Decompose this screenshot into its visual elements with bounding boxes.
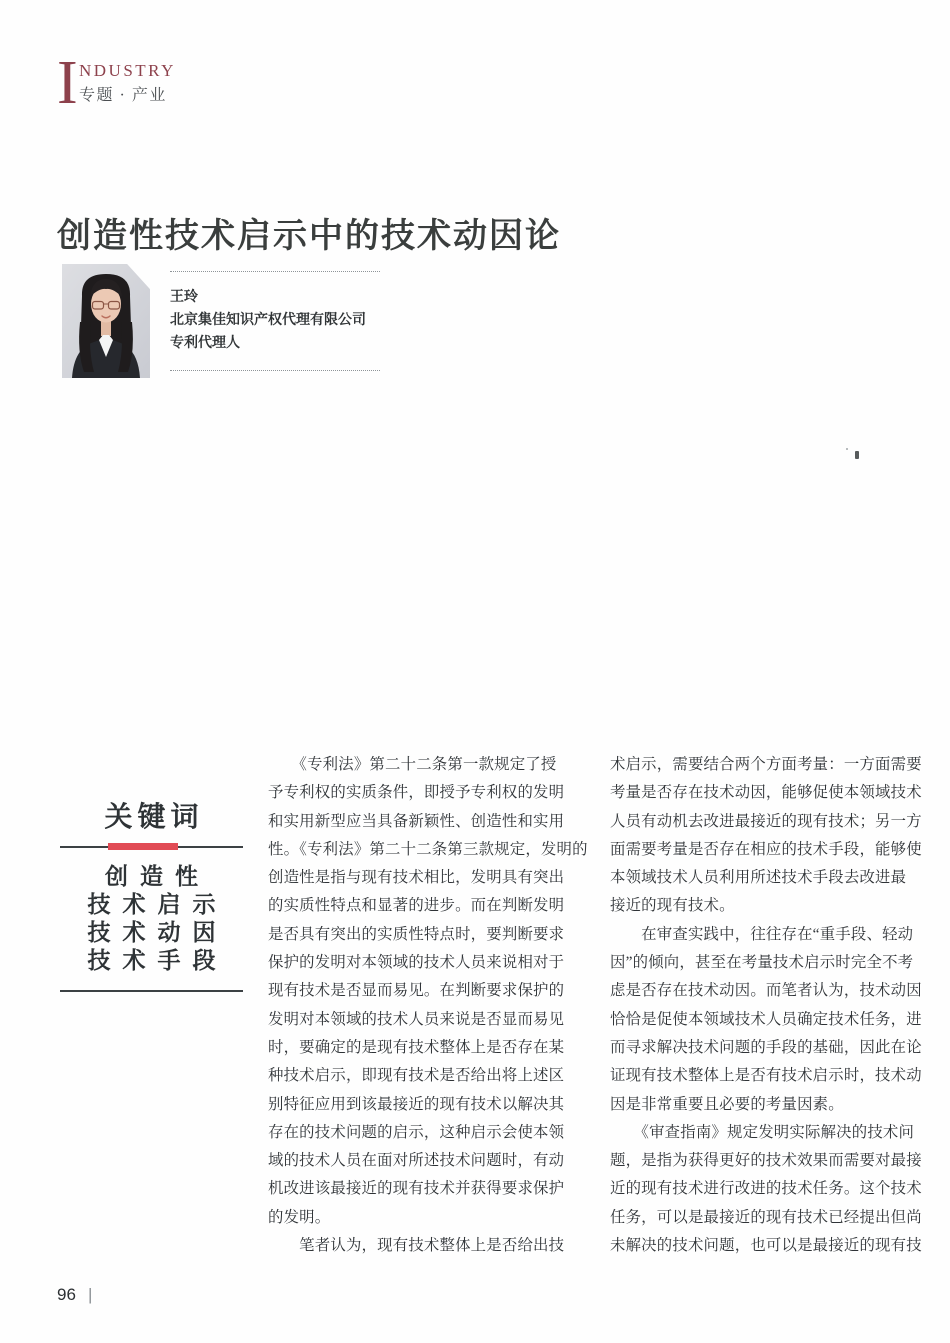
text-line: 时，要确定的是现有技术整体上是否存在某	[268, 1038, 565, 1056]
text-line: 的实质性特点和显著的进步。而在判断发明	[268, 897, 565, 915]
text-line: 术启示，需要结合两个方面考量：一方面需要	[610, 756, 922, 773]
author-portrait-image	[62, 264, 150, 378]
divider-red-accent	[108, 843, 178, 850]
keywords-block	[60, 800, 243, 992]
text-line: 性。《专利法》第二十二条第三款规定，发明的	[268, 840, 588, 858]
keyword-item: 技术手段	[87, 948, 228, 973]
keywords-list	[60, 863, 243, 975]
keyword-item: 技术启示	[87, 892, 228, 917]
text-line: 域的技术人员在面对所述技术问题时，有动	[268, 1152, 565, 1170]
text-line: 因”的倾向，甚至在考量技术启示时完全不考	[610, 954, 914, 972]
text-line: 发明对本领域的技术人员来说是否显而易见	[268, 1010, 565, 1028]
section-label: 专题 · 产业	[79, 87, 167, 104]
text-line: 《专利法》第二十二条第一款规定了授	[268, 756, 557, 773]
text-line: 机改进该最接近的现有技术并获得要求保护	[268, 1180, 565, 1198]
text-line: 的发明。	[268, 1208, 331, 1226]
text-line: 《审查指南》规定发明实际解决的技术问	[610, 1123, 915, 1141]
keyword-item: 技术动因	[87, 920, 228, 945]
keyword-item: 创造性	[105, 864, 210, 889]
page-number-block	[57, 1285, 93, 1305]
text-line: 予专利权的实质条件，即授予专利权的发明	[268, 784, 565, 802]
text-line: 考量是否存在技术动因，能够促使本领域技术	[610, 784, 922, 802]
text-line: 在审查实践中，往往存在“重手段、轻动	[610, 925, 914, 943]
text-line: 近的现有技术进行改进的技术任务。这个技术	[610, 1180, 922, 1198]
keywords-divider	[60, 843, 243, 851]
keywords-heading: 关键词	[104, 802, 204, 833]
text-line: 现有技术是否显而易见。在判断要求保护的	[268, 982, 565, 1000]
scan-speck	[855, 451, 859, 459]
text-line: 笔者认为，现有技术整体上是否给出技	[268, 1237, 565, 1255]
body-column-right	[610, 751, 928, 1260]
text-line: 证现有技术整体上是否有技术启示时，技术动	[610, 1067, 922, 1085]
text-line: 虑是否存在技术动因。而笔者认为，技术动因	[610, 982, 922, 1000]
keywords-bottom-rule	[60, 990, 243, 992]
text-line: 面需要考量是否存在相应的技术手段，能够使	[610, 840, 922, 858]
scan-speck-small	[846, 448, 848, 450]
author-photo	[62, 264, 150, 378]
page-title: 创造性技术启示中的技术动因论	[57, 216, 561, 255]
masthead-initial-letter: I	[57, 49, 78, 117]
text-line: 和实用新型应当具备新颖性、创造性和实用	[268, 812, 565, 830]
author-info-block	[170, 271, 380, 371]
author-role: 专利代理人	[170, 334, 240, 350]
text-line: 创造性是指与现有技术相比，发明具有突出	[268, 869, 565, 887]
text-line: 因是非常重要且必要的考量因素。	[610, 1095, 844, 1113]
page-number: 96	[57, 1285, 76, 1304]
text-line: 而寻求解决技术问题的手段的基础，因此在论	[610, 1038, 922, 1056]
text-line: 本领域技术人员利用所述技术手段去改进最	[610, 869, 907, 887]
body-column-left	[268, 751, 588, 1260]
section-masthead	[57, 49, 317, 117]
author-affiliation: 北京集佳知识产权代理有限公司	[170, 311, 366, 327]
author-name: 王玲	[170, 288, 198, 304]
text-line: 未解决的技术问题，也可以是最接近的现有技	[610, 1237, 922, 1255]
text-line: 存在的技术问题的启示，这种启示会使本领	[268, 1123, 565, 1141]
masthead-wordmark: NDUSTRY	[79, 61, 176, 80]
text-line: 人员有动机去改进最接近的现有技术；另一方	[610, 812, 922, 830]
text-line: 保护的发明对本领域的技术人员来说相对于	[268, 954, 565, 972]
text-line: 题，是指为获得更好的技术效果而需要对最接	[610, 1152, 922, 1170]
text-line: 是否具有突出的实质性特点时，要判断要求	[268, 925, 565, 943]
text-line: 别特征应用到该最接近的现有技术以解决其	[268, 1095, 565, 1113]
text-line: 任务，可以是最接近的现有技术已经提出但尚	[610, 1208, 922, 1226]
text-line: 恰恰是促使本领域技术人员确定技术任务，进	[610, 1010, 922, 1028]
page-number-separator: |	[88, 1285, 93, 1304]
text-line: 接近的现有技术。	[610, 897, 735, 915]
text-line: 种技术启示，即现有技术是否给出将上述区	[268, 1067, 565, 1085]
